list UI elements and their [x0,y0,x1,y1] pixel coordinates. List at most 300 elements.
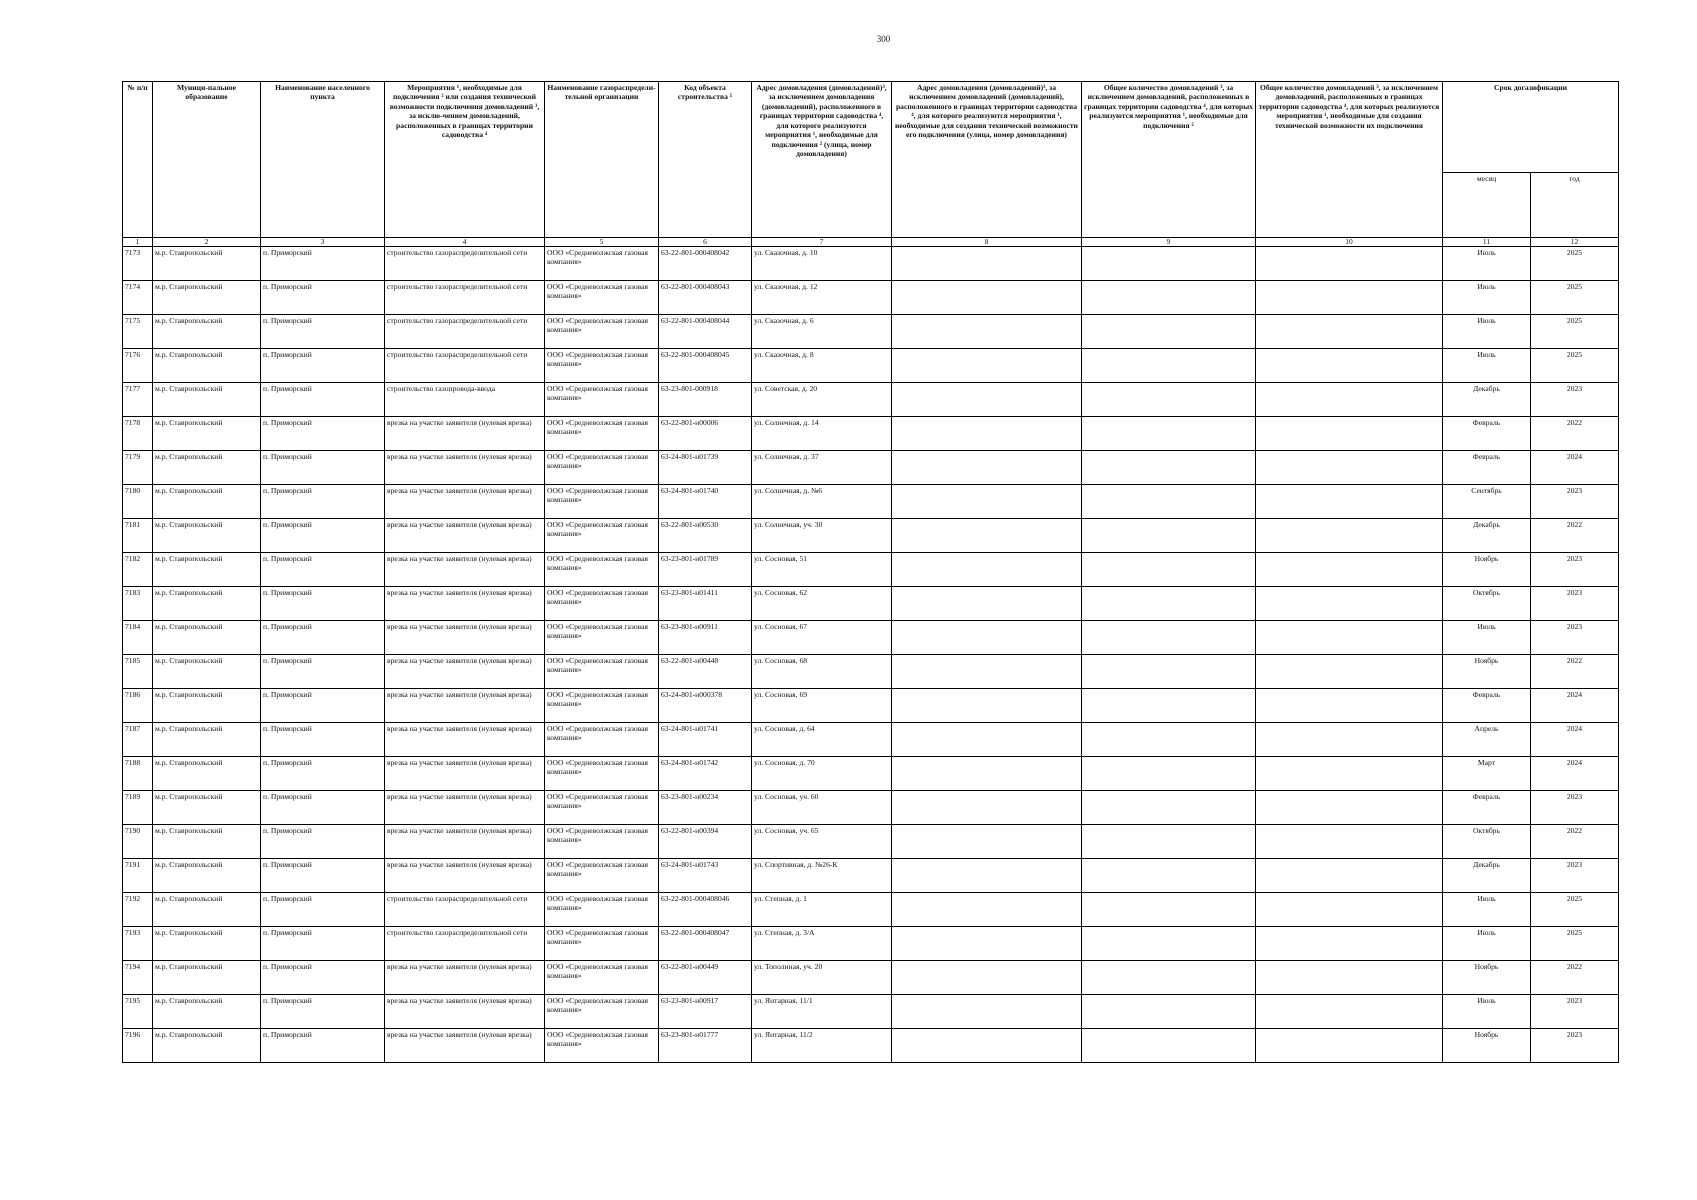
row-object-code: 63-23-801-н00911 [659,621,752,655]
row-count-connect [1082,247,1256,281]
row-action: врезка на участке заявителя (нулевая врезка) [385,961,545,995]
row-month: Июль [1443,281,1531,315]
column-number: 6 [659,238,752,247]
row-number: 7191 [123,859,153,893]
row-settlement: п. Приморский [261,825,385,859]
row-month: Март [1443,757,1531,791]
row-count-tech [1256,519,1443,553]
row-organization: ООО «Средневолжская газовая компания» [545,485,659,519]
table-row [123,689,1619,723]
row-settlement: п. Приморский [261,519,385,553]
row-address-tech [892,383,1082,417]
column-number: 7 [752,238,892,247]
row-organization: ООО «Средневолжская газовая компания» [545,383,659,417]
row-municipality: м.р. Ставропольский [153,247,261,281]
row-number: 7177 [123,383,153,417]
row-organization: ООО «Средневолжская газовая компания» [545,349,659,383]
column-numbers-row [123,238,1619,247]
row-month: Июль [1443,315,1531,349]
row-address: ул. Сосновая, д. 70 [752,757,892,791]
row-year: 2025 [1531,315,1619,349]
row-address-tech [892,927,1082,961]
row-object-code: 63-24-801-н01741 [659,723,752,757]
row-address-tech [892,349,1082,383]
row-municipality: м.р. Ставропольский [153,859,261,893]
row-object-code: 63-23-801-н00917 [659,995,752,1029]
row-year: 2023 [1531,995,1619,1029]
row-count-tech [1256,383,1443,417]
row-address: ул. Степная, д. 1 [752,893,892,927]
row-organization: ООО «Средневолжская газовая компания» [545,247,659,281]
row-count-connect [1082,281,1256,315]
row-organization: ООО «Средневолжская газовая компания» [545,315,659,349]
row-address: ул. Солнечная, уч. 30 [752,519,892,553]
row-address-tech [892,485,1082,519]
row-organization: ООО «Средневолжская газовая компания» [545,1029,659,1063]
row-municipality: м.р. Ставропольский [153,553,261,587]
header-count-tech: Общее количество домовладений ³, за исключением домовладений, расположенных в границах территории садоводства ⁴, для которых реализуются мероприятия ¹, необходимые для создания технической возможности их подключения [1256,82,1443,238]
row-number: 7187 [123,723,153,757]
row-municipality: м.р. Ставропольский [153,723,261,757]
row-count-connect [1082,825,1256,859]
header-year: год [1531,173,1619,238]
table-row [123,315,1619,349]
row-action: строительство газораспределительной сети [385,281,545,315]
row-municipality: м.р. Ставропольский [153,995,261,1029]
row-count-connect [1082,553,1256,587]
row-year: 2024 [1531,689,1619,723]
row-address: ул. Сосновая, д. 64 [752,723,892,757]
row-settlement: п. Приморский [261,995,385,1029]
row-month: Ноябрь [1443,553,1531,587]
row-count-tech [1256,1029,1443,1063]
row-organization: ООО «Средневолжская газовая компания» [545,961,659,995]
row-month: Ноябрь [1443,961,1531,995]
row-municipality: м.р. Ставропольский [153,417,261,451]
row-count-connect [1082,1029,1256,1063]
row-year: 2025 [1531,893,1619,927]
row-number: 7184 [123,621,153,655]
table-row [123,247,1619,281]
row-month: Октябрь [1443,587,1531,621]
row-address-tech [892,315,1082,349]
header-actions: Мероприятия ¹, необходимые для подключения ² или создания технической возможности подключения домовладений ³, за исклю-чением домовладений, расположенных в границах территории садоводства ⁴ [385,82,545,238]
row-address: ул. Советская, д. 20 [752,383,892,417]
row-action: врезка на участке заявителя (нулевая врезка) [385,655,545,689]
row-count-tech [1256,859,1443,893]
row-count-connect [1082,893,1256,927]
row-object-code: 63-22-801-н00006 [659,417,752,451]
table-row [123,383,1619,417]
row-year: 2023 [1531,485,1619,519]
row-address-tech [892,1029,1082,1063]
row-settlement: п. Приморский [261,383,385,417]
table-row [123,893,1619,927]
row-address: ул. Сосновая, уч. 60 [752,791,892,825]
row-municipality: м.р. Ставропольский [153,349,261,383]
row-count-connect [1082,587,1256,621]
header-organization: Наименование газораспредели-тельной организации [545,82,659,238]
row-address: ул. Сосновая, 62 [752,587,892,621]
row-year: 2022 [1531,519,1619,553]
row-year: 2023 [1531,383,1619,417]
row-month: Февраль [1443,417,1531,451]
row-action: врезка на участке заявителя (нулевая врезка) [385,451,545,485]
header-municipality: Муници-пальное образование [153,82,261,238]
row-object-code: 63-24-801-н01740 [659,485,752,519]
row-settlement: п. Приморский [261,893,385,927]
row-object-code: 63-22-801-н00448 [659,655,752,689]
table-row [123,723,1619,757]
row-count-connect [1082,655,1256,689]
row-count-connect [1082,417,1256,451]
row-organization: ООО «Средневолжская газовая компания» [545,689,659,723]
header-deadline: Срок догазификации [1443,82,1619,173]
row-number: 7174 [123,281,153,315]
header-month: месяц [1443,173,1531,238]
row-year: 2023 [1531,791,1619,825]
row-organization: ООО «Средневолжская газовая компания» [545,655,659,689]
row-settlement: п. Приморский [261,655,385,689]
row-object-code: 63-22-801-н00530 [659,519,752,553]
row-object-code: 63-23-801-н01777 [659,1029,752,1063]
row-address-tech [892,723,1082,757]
row-action: строительство газораспределительной сети [385,247,545,281]
row-municipality: м.р. Ставропольский [153,893,261,927]
table-row [123,519,1619,553]
table-row [123,995,1619,1029]
table-row [123,587,1619,621]
column-number: 12 [1531,238,1619,247]
row-address: ул. Сказочная, д. 6 [752,315,892,349]
row-number: 7182 [123,553,153,587]
row-month: Декабрь [1443,519,1531,553]
row-action: врезка на участке заявителя (нулевая врезка) [385,689,545,723]
row-object-code: 63-22-801-000408045 [659,349,752,383]
row-number: 7173 [123,247,153,281]
row-organization: ООО «Средневолжская газовая компания» [545,995,659,1029]
row-month: Апрель [1443,723,1531,757]
row-settlement: п. Приморский [261,247,385,281]
row-object-code: 63-22-801-000408042 [659,247,752,281]
row-organization: ООО «Средневолжская газовая компания» [545,281,659,315]
row-address-tech [892,417,1082,451]
row-number: 7190 [123,825,153,859]
column-number: 3 [261,238,385,247]
row-settlement: п. Приморский [261,927,385,961]
row-count-tech [1256,621,1443,655]
row-number: 7186 [123,689,153,723]
row-number: 7196 [123,1029,153,1063]
row-count-connect [1082,995,1256,1029]
row-month: Июль [1443,621,1531,655]
row-settlement: п. Приморский [261,485,385,519]
column-number: 10 [1256,238,1443,247]
header-num: № п/п [123,82,153,238]
row-object-code: 63-24-801-н000378 [659,689,752,723]
row-organization: ООО «Средневолжская газовая компания» [545,723,659,757]
row-address: ул. Сказочная, д. 10 [752,247,892,281]
row-organization: ООО «Средневолжская газовая компания» [545,927,659,961]
row-municipality: м.р. Ставропольский [153,655,261,689]
row-count-connect [1082,383,1256,417]
table-body [123,238,1619,1063]
row-address-tech [892,757,1082,791]
row-action: врезка на участке заявителя (нулевая врезка) [385,587,545,621]
row-action: строительство газораспределительной сети [385,315,545,349]
row-settlement: п. Приморский [261,791,385,825]
table-row [123,655,1619,689]
row-municipality: м.р. Ставропольский [153,927,261,961]
row-object-code: 63-22-801-н00449 [659,961,752,995]
row-count-tech [1256,893,1443,927]
row-organization: ООО «Средневолжская газовая компания» [545,757,659,791]
row-month: Июль [1443,247,1531,281]
table-row [123,859,1619,893]
row-year: 2023 [1531,859,1619,893]
row-address-tech [892,247,1082,281]
row-number: 7188 [123,757,153,791]
row-address-tech [892,655,1082,689]
row-municipality: м.р. Ставропольский [153,689,261,723]
row-municipality: м.р. Ставропольский [153,315,261,349]
row-municipality: м.р. Ставропольский [153,451,261,485]
row-settlement: п. Приморский [261,961,385,995]
row-address-tech [892,621,1082,655]
row-action: врезка на участке заявителя (нулевая врезка) [385,553,545,587]
row-object-code: 63-22-801-000408046 [659,893,752,927]
table-row [123,1029,1619,1063]
column-number: 4 [385,238,545,247]
row-month: Июль [1443,927,1531,961]
row-year: 2024 [1531,723,1619,757]
row-count-connect [1082,961,1256,995]
row-address-tech [892,859,1082,893]
row-settlement: п. Приморский [261,281,385,315]
row-count-tech [1256,927,1443,961]
table-row [123,417,1619,451]
row-action: врезка на участке заявителя (нулевая врезка) [385,859,545,893]
row-municipality: м.р. Ставропольский [153,485,261,519]
row-action: врезка на участке заявителя (нулевая врезка) [385,417,545,451]
row-address: ул. Спортивная, д. №26-К [752,859,892,893]
row-object-code: 63-24-801-н01742 [659,757,752,791]
row-municipality: м.р. Ставропольский [153,281,261,315]
row-count-tech [1256,655,1443,689]
table-row [123,621,1619,655]
row-action: врезка на участке заявителя (нулевая врезка) [385,995,545,1029]
column-number: 11 [1443,238,1531,247]
row-settlement: п. Приморский [261,349,385,383]
table-row [123,349,1619,383]
row-count-tech [1256,723,1443,757]
row-settlement: п. Приморский [261,417,385,451]
row-number: 7195 [123,995,153,1029]
row-month: Сентябрь [1443,485,1531,519]
row-object-code: 63-22-801-000408047 [659,927,752,961]
column-number: 2 [153,238,261,247]
row-number: 7193 [123,927,153,961]
row-count-connect [1082,689,1256,723]
header-address-tech: Адрес домовладения (домовладений)³, за исключением домовладений (домовладений), расположенного в границах территории садоводства ⁴, для которого реализуются мероприятия ¹, необходимые для создания технической возможности его подключения (улица, номер домовладения) [892,82,1082,238]
row-month: Декабрь [1443,383,1531,417]
row-count-connect [1082,485,1256,519]
table-row [123,757,1619,791]
row-municipality: м.р. Ставропольский [153,825,261,859]
row-settlement: п. Приморский [261,315,385,349]
row-count-tech [1256,247,1443,281]
header-count-connect: Общее количество домовладений ³, за исключением домовладений, расположенных в границах территории садоводства ⁴, для которых реализуются мероприятия ¹, необходимые для подключения ² [1082,82,1256,238]
row-number: 7185 [123,655,153,689]
row-address: ул. Сосновая, 67 [752,621,892,655]
row-settlement: п. Приморский [261,723,385,757]
row-count-tech [1256,315,1443,349]
row-year: 2024 [1531,757,1619,791]
row-address: ул. Сосновая, 51 [752,553,892,587]
row-number: 7192 [123,893,153,927]
row-action: врезка на участке заявителя (нулевая врезка) [385,519,545,553]
column-number: 5 [545,238,659,247]
row-settlement: п. Приморский [261,451,385,485]
row-count-connect [1082,519,1256,553]
row-address: ул. Сосновая, уч. 65 [752,825,892,859]
row-address: ул. Солнечная, д. №6 [752,485,892,519]
row-organization: ООО «Средневолжская газовая компания» [545,451,659,485]
row-address-tech [892,281,1082,315]
table-row [123,927,1619,961]
row-object-code: 63-22-801-000408044 [659,315,752,349]
row-year: 2025 [1531,349,1619,383]
column-number: 9 [1082,238,1256,247]
row-count-tech [1256,553,1443,587]
row-municipality: м.р. Ставропольский [153,383,261,417]
row-object-code: 63-23-801-н01789 [659,553,752,587]
row-address: ул. Тополиная, уч. 20 [752,961,892,995]
row-number: 7183 [123,587,153,621]
column-number: 1 [123,238,153,247]
row-count-connect [1082,791,1256,825]
row-address-tech [892,961,1082,995]
row-municipality: м.р. Ставропольский [153,587,261,621]
row-count-tech [1256,825,1443,859]
row-number: 7176 [123,349,153,383]
row-address: ул. Сказочная, д. 12 [752,281,892,315]
row-count-connect [1082,315,1256,349]
row-settlement: п. Приморский [261,587,385,621]
row-organization: ООО «Средневолжская газовая компания» [545,825,659,859]
row-settlement: п. Приморский [261,757,385,791]
row-count-tech [1256,349,1443,383]
row-year: 2023 [1531,553,1619,587]
row-count-connect [1082,927,1256,961]
row-year: 2023 [1531,621,1619,655]
row-organization: ООО «Средневолжская газовая компания» [545,519,659,553]
row-count-tech [1256,757,1443,791]
row-count-tech [1256,587,1443,621]
row-municipality: м.р. Ставропольский [153,621,261,655]
row-address: ул. Степная, д. 3/А [752,927,892,961]
row-count-connect [1082,451,1256,485]
row-organization: ООО «Средневолжская газовая компания» [545,859,659,893]
table-row [123,451,1619,485]
row-action: строительство газораспределительной сети [385,893,545,927]
row-address: ул. Янтарная, 11/2 [752,1029,892,1063]
row-object-code: 63-22-801-000408043 [659,281,752,315]
row-year: 2023 [1531,1029,1619,1063]
row-settlement: п. Приморский [261,859,385,893]
row-month: Июль [1443,349,1531,383]
row-action: строительство газопровода-ввода [385,383,545,417]
row-count-connect [1082,757,1256,791]
row-address-tech [892,519,1082,553]
row-number: 7179 [123,451,153,485]
row-month: Декабрь [1443,859,1531,893]
row-object-code: 63-24-801-н01743 [659,859,752,893]
row-count-connect [1082,723,1256,757]
row-address-tech [892,791,1082,825]
row-address: ул. Солнечная, д. 37 [752,451,892,485]
row-number: 7189 [123,791,153,825]
row-month: Июль [1443,995,1531,1029]
row-count-tech [1256,961,1443,995]
row-year: 2022 [1531,417,1619,451]
row-address: ул. Сосновая, 68 [752,655,892,689]
row-address: ул. Солнечная, д. 14 [752,417,892,451]
row-month: Февраль [1443,791,1531,825]
gasification-table [122,81,1619,1063]
row-action: врезка на участке заявителя (нулевая врезка) [385,1029,545,1063]
row-action: строительство газораспределительной сети [385,927,545,961]
row-address-tech [892,689,1082,723]
row-number: 7175 [123,315,153,349]
row-settlement: п. Приморский [261,621,385,655]
row-count-connect [1082,859,1256,893]
row-address: ул. Сказочная, д. 8 [752,349,892,383]
row-settlement: п. Приморский [261,1029,385,1063]
row-number: 7178 [123,417,153,451]
row-action: врезка на участке заявителя (нулевая врезка) [385,791,545,825]
row-action: строительство газораспределительной сети [385,349,545,383]
row-municipality: м.р. Ставропольский [153,791,261,825]
row-count-tech [1256,791,1443,825]
row-month: Июль [1443,893,1531,927]
row-organization: ООО «Средневолжская газовая компания» [545,553,659,587]
row-month: Октябрь [1443,825,1531,859]
table-row [123,961,1619,995]
row-municipality: м.р. Ставропольский [153,519,261,553]
row-address: ул. Сосновая, 69 [752,689,892,723]
table-row [123,485,1619,519]
row-month: Февраль [1443,689,1531,723]
row-action: врезка на участке заявителя (нулевая врезка) [385,485,545,519]
row-count-tech [1256,417,1443,451]
row-object-code: 63-23-801-000918 [659,383,752,417]
row-number: 7194 [123,961,153,995]
row-address-tech [892,893,1082,927]
row-address-tech [892,553,1082,587]
row-year: 2025 [1531,247,1619,281]
row-object-code: 63-23-801-н01411 [659,587,752,621]
table-row [123,791,1619,825]
row-municipality: м.р. Ставропольский [153,961,261,995]
row-count-connect [1082,621,1256,655]
row-year: 2022 [1531,825,1619,859]
row-count-connect [1082,349,1256,383]
row-month: Ноябрь [1443,655,1531,689]
row-year: 2023 [1531,587,1619,621]
row-year: 2022 [1531,655,1619,689]
row-municipality: м.р. Ставропольский [153,1029,261,1063]
